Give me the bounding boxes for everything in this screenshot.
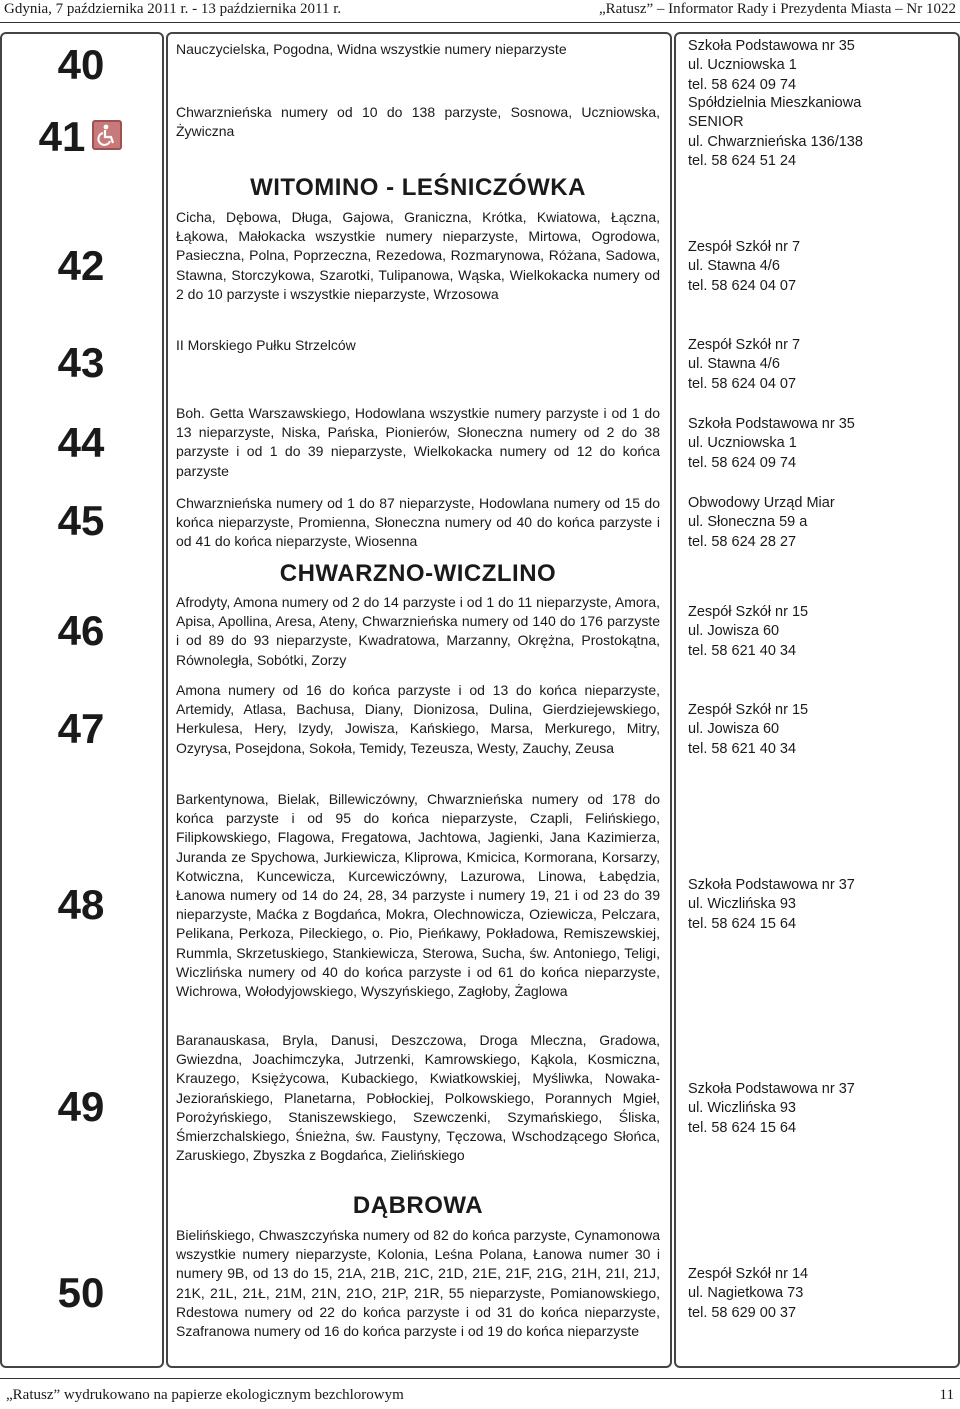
polling-place-phone: tel. 58 624 28 27 <box>688 533 797 550</box>
district-number: 42 <box>57 242 105 289</box>
polling-place <box>688 37 956 95</box>
district-streets: Cicha, Dębowa, Długa, Gajowa, Graniczna, Krótka, Kwiatowa, Łączna, Łąkowa, Małokacka wszystkie numery nieparzyste, Mirtowa, Ogrodowa, Pasieczna, Polna, Poprzeczna, Rezedowa, Rozmarynowa, Różana, Sadowa, Stawna, Storczykowa, Szarotki, Tulipanowa, Wąska, Wielkokacka numery od 2 do 10 parzyste i wszystkie nieparzyste, Wrzosowa <box>176 209 660 302</box>
polling-place-phone: tel. 58 624 09 74 <box>688 454 797 471</box>
polling-place-name: Zespół Szkół nr 15 <box>688 604 809 620</box>
polling-place-address: ul. Słoneczna 59 a <box>688 514 808 531</box>
district-number: 50 <box>57 1269 105 1316</box>
polling-place-name: Spółdzielnia Mieszkaniowa <box>688 95 862 111</box>
district-number: 44 <box>57 419 105 466</box>
polling-place <box>688 1265 956 1323</box>
polling-place-address: ul. Uczniowska 1 <box>688 57 797 74</box>
polling-place-name: Szkoła Podstawowa nr 37 <box>688 1081 855 1097</box>
polling-place <box>688 876 956 934</box>
district-number: 40 <box>57 41 105 88</box>
district-number: 45 <box>57 497 105 544</box>
place-column <box>674 32 960 1368</box>
wheelchair-icon <box>92 120 122 150</box>
page-number: 11 <box>939 1387 954 1403</box>
number-column <box>0 32 164 1368</box>
district-streets: Boh. Getta Warszawskiego, Hodowlana wszystkie numery parzyste i od 1 do 13 nieparzyste, Niska, Pańska, Pionierów, Słoneczna numery od 2 do 38 parzyste i od 1 do 39 nieparzyste, Wielkokacka numery od 12 do końca parzyste <box>176 405 660 479</box>
district-streets: Afrodyty, Amona numery od 2 do 14 parzyste i od 1 do 11 nieparzyste, Amora, Apisa, Apollina, Aresa, Ateny, Chwarznieńska numery od 140 do 176 parzyste i od 89 do 93 nieparzyste, Kwadratowa, Marzanny, Okrężna, Prostokątna, Równoległa, Sobótki, Zorzy <box>176 594 660 668</box>
section-title-witomino: WITOMINO - LEŚNICZÓWKA <box>250 174 586 201</box>
polling-place <box>688 603 956 661</box>
polling-place-address: ul. Nagietkowa 73 <box>688 1285 804 1302</box>
section-title-chwarzno: CHWARZNO-WICZLINO <box>279 560 557 587</box>
polling-place-name-line2: SENIOR <box>688 114 744 131</box>
polling-place <box>688 94 956 171</box>
polling-place <box>688 701 956 759</box>
polling-place-phone: tel. 58 624 15 64 <box>688 915 797 932</box>
district-streets: Nauczycielska, Pogodna, Widna wszystkie numery nieparzyste <box>176 41 567 57</box>
polling-place-phone: tel. 58 621 40 34 <box>688 740 797 757</box>
polling-place <box>688 1080 956 1138</box>
polling-place-name: Szkoła Podstawowa nr 35 <box>688 38 855 54</box>
district-number: 43 <box>57 339 105 386</box>
polling-place-address: ul. Chwarznieńska 136/138 <box>688 133 863 150</box>
polling-place-phone: tel. 58 624 04 07 <box>688 277 797 294</box>
district-number: 49 <box>57 1083 105 1130</box>
district-streets: Amona numery od 16 do końca parzyste i od 13 do końca nieparzyste, Artemidy, Atlasa, Bachusa, Diany, Dionizosa, Dulina, Gierdziejewskiego, Herkulesa, Hery, Izydy, Jowisza, Kańskiego, Marsa, Merkurego, Mitry, Ozyrysa, Posejdona, Sokoła, Temidy, Tezeusza, Westy, Zauchy, Zeusa <box>176 682 660 756</box>
polling-place-name: Zespół Szkół nr 15 <box>688 702 809 718</box>
polling-place-phone: tel. 58 624 15 64 <box>688 1119 797 1136</box>
polling-place-address: ul. Stawna 4/6 <box>688 258 780 275</box>
polling-place-name: Zespół Szkół nr 7 <box>688 239 801 255</box>
district-streets: Chwarznieńska numery od 1 do 87 nieparzyste, Hodowlana numery od 15 do końca nieparzyste, Promienna, Słoneczna numery od 40 do końca parzyste i od 41 do końca nieparzyste, Wiosenna <box>176 495 660 550</box>
polling-place-address: ul. Jowisza 60 <box>688 721 780 738</box>
polling-place-address: ul. Jowisza 60 <box>688 623 780 640</box>
district-number: 41 <box>38 113 86 160</box>
district-streets: II Morskiego Pułku Strzelców <box>176 337 356 353</box>
district-number: 47 <box>57 705 105 752</box>
district-number: 48 <box>57 881 105 928</box>
district-streets: Chwarznieńska numery od 10 do 138 parzyste, Sosnowa, Uczniowska, Żywiczna <box>176 104 660 140</box>
polling-place-name: Zespół Szkół nr 7 <box>688 337 801 353</box>
polling-place-phone: tel. 58 624 04 07 <box>688 375 797 392</box>
district-streets: Bielińskiego, Chwaszczyńska numery od 82 do końca parzyste, Cynamonowa wszystkie numery nieparzyste, Kolonia, Leśna Polana, Łanowa numer 30 i numery 9B, od 13 do 15, 21A, 21B, 21C, 21D, 21E, 21F, 21G, 21H, 21I, 21J, 21K, 21L, 21Ł, 21M, 21N, 21O, 21P, 21R, 55 nieparzyste, Pomianowskiego, Rdestowa numery od 22 do końca parzyste i od 31 do końca nieparzyste, Szafranowa numery od 16 do końca parzyste i od 19 do końca nieparzyste <box>176 1227 660 1340</box>
polling-place-address: ul. Wiczlińska 93 <box>688 1100 796 1117</box>
polling-place <box>688 336 956 394</box>
district-number: 46 <box>57 607 105 654</box>
page-footer <box>0 1378 960 1409</box>
page-header <box>0 0 960 23</box>
polling-place-phone: tel. 58 624 09 74 <box>688 76 797 93</box>
polling-place <box>688 415 956 473</box>
header-publication: „Ratusz” – Informator Rady i Prezydenta Miasta – Nr 1022 <box>599 1 956 17</box>
wheelchair-icon-glyph <box>94 122 120 148</box>
polling-place-address: ul. Stawna 4/6 <box>688 356 780 373</box>
polling-place <box>688 238 956 296</box>
polling-place-phone: tel. 58 624 51 24 <box>688 152 797 169</box>
footer-note: „Ratusz” wydrukowano na papierze ekologicznym bezchlorowym <box>6 1387 404 1403</box>
district-streets: Baranauskasa, Bryla, Danusi, Deszczowa, Droga Mleczna, Gradowa, Gwiezdna, Joachimczyka, Jutrzenki, Kamrowskiego, Kąkola, Kosmiczna, Krauzego, Księżycowa, Kubackiego, Kwiatkowskiej, Myśliwka, Nowaka-Jeziorańskiego, Planetarna, Pobłockiej, Polkowskiego, Porannych Mgieł, Porożyńskiego, Staniszewskiego, Szewczenki, Szymańskiego, Śliska, Śmierzchalskiego, Śnieżna, św. Faustyny, Tęczowa, Wschodzącego Słońca, Zaruskiego, Zbyszka z Bogdańca, Zielińskiego <box>176 1032 660 1164</box>
polling-place-name: Szkoła Podstawowa nr 35 <box>688 416 855 432</box>
polling-place-name: Obwodowy Urząd Miar <box>688 495 835 511</box>
polling-place-address: ul. Wiczlińska 93 <box>688 896 796 913</box>
district-streets: Barkentynowa, Bielak, Billewiczówny, Chwarznieńska numery od 178 do końca parzyste i od 95 do końca nieparzyste, Czapli, Felińskiego, Filipkowskiego, Flagowa, Fregatowa, Jachtowa, Jagienki, Jana Kazimierza, Juranda ze Spychowa, Jurkiewicza, Kliprowa, Kmicica, Kormorana, Korsarzy, Kotwiczna, Kuncewicza, Kurcewiczówny, Lazurowa, Linowa, Łabędzia, Łanowa numery od 14 do 24, 28, 34 parzyste i numery 19, 21 i od 23 do 39 nieparzyste, Maćka z Bogdańca, Mokra, Olechnowicza, Oziewicza, Pelczara, Pelikana, Perkoza, Pileckiego, o. Pio, Pieńkawy, Pokładowa, Remiszewskiej, Rummla, Skrzetuskiego, Stankiewicza, Sterowa, Sucha, św. Antoniego, Teligi, Wiczlińska numery od 40 do końca parzyste i od 61 do końca nieparzyste, Wichrowa, Wołodyjowskiego, Wyszyńskiego, Zagłoby, Żaglowa <box>176 791 660 1000</box>
polling-place-phone: tel. 58 621 40 34 <box>688 642 797 659</box>
polling-place-address: ul. Uczniowska 1 <box>688 435 797 452</box>
polling-place <box>688 494 956 552</box>
section-title-dabrowa: DĄBROWA <box>352 1192 484 1219</box>
polling-place-name: Szkoła Podstawowa nr 37 <box>688 877 855 893</box>
polling-place-name: Zespół Szkół nr 14 <box>688 1266 809 1282</box>
header-date: Gdynia, 7 października 2011 r. - 13 października 2011 r. <box>4 1 342 17</box>
polling-place-phone: tel. 58 629 00 37 <box>688 1304 797 1321</box>
